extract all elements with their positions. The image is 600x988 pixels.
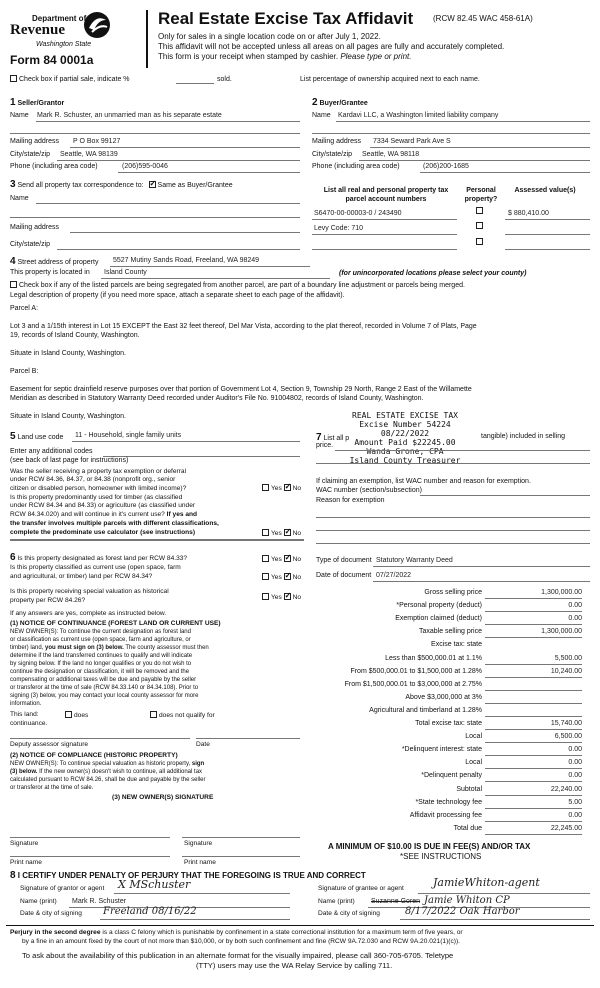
partial-sale-row: Check box if partial sale, indicate % xyxy=(10,75,130,83)
current-use-question-2: and agricultural, or timber) land per RCW 84.34? xyxy=(10,573,153,580)
owner-print-line-1[interactable] xyxy=(10,856,170,857)
buyer-city-field[interactable]: Seattle, WA 98118 xyxy=(362,151,420,158)
reason-line-1[interactable] xyxy=(316,517,590,518)
located-in-label: This property is located in xyxy=(10,269,90,276)
tax-row-value[interactable]: 22,245.00 xyxy=(550,825,582,832)
document-type-field[interactable]: Statutory Warranty Deed xyxy=(376,557,453,564)
tax-row-label: Agricultural and timberland at 1.28% xyxy=(369,707,482,714)
reason-label: Reason for exemption xyxy=(316,497,385,504)
header-note-2: This affidavit will not be accepted unless all areas on all pages are fully and accurately completed. xyxy=(158,42,505,51)
document-date-field[interactable]: 07/27/2022 xyxy=(376,572,412,579)
parcel-row-1 xyxy=(476,207,485,215)
parcel-a-text-2: 19, records of Island County, Washington. xyxy=(10,332,140,339)
deputy-signature-line[interactable] xyxy=(10,738,190,739)
buyer-name-line xyxy=(336,121,590,122)
exemption-no-checkbox[interactable] xyxy=(284,484,291,491)
grantee-date-line xyxy=(400,919,590,920)
forest-yes-no: Yes ✓ No xyxy=(262,555,301,563)
tax-row-line xyxy=(485,781,582,782)
tax-row-value[interactable]: 6,500.00 xyxy=(554,733,582,740)
county-select[interactable]: Island County xyxy=(104,269,147,276)
corr-city-line xyxy=(57,249,300,250)
timber-question-3: RCW 84.34.020) and will continue in it's current use? If yes and xyxy=(10,511,198,518)
historic-no-checkbox[interactable] xyxy=(284,593,291,600)
header-note-1: Only for sales in a single location code on or after July 1, 2022. xyxy=(158,32,381,41)
land-use-row: 5 Land use code xyxy=(10,431,64,442)
grantee-date-label: Date & city of signing xyxy=(318,910,380,917)
assessed-line-3 xyxy=(505,249,590,250)
footer-divider xyxy=(6,925,594,926)
forest-no-checkbox[interactable] xyxy=(284,555,291,562)
segregated-checkbox[interactable] xyxy=(10,281,17,288)
exemption-question-1: Was the seller receiving a property tax exemption or deferral xyxy=(10,468,187,475)
tax-row-value[interactable]: 0.00 xyxy=(568,602,582,609)
does-option: does xyxy=(65,711,88,719)
street-address-row: 4 Street address of property xyxy=(10,256,99,267)
seller-name-line-2 xyxy=(10,133,300,134)
section5-divider xyxy=(10,539,304,541)
buyer-phone-label: Phone (including area code) xyxy=(312,163,400,170)
grantor-date-field[interactable]: Freeland 08/16/22 xyxy=(103,906,197,917)
seller-heading: 1 Seller/Grantor xyxy=(10,97,65,108)
unincorporated-note: (for unincorporated locations please select your county) xyxy=(339,270,527,277)
buyer-name-label: Name xyxy=(312,112,331,119)
buyer-name-field[interactable]: Kardavi LLC, a Washington limited liability company xyxy=(338,112,499,119)
exemption-question-2: under RCW 84.36, 84.37, or 84.38 (nonprofit org., senior xyxy=(10,476,176,483)
perjury-line-1: Perjury in the second degree is a class C felony which is punishable by confinement in a state correctional institution for a maximum term of five years, or xyxy=(10,929,463,936)
buyer-phone-line xyxy=(420,172,590,173)
notice1-line-6: continue the designation or classification, it will be removed and the xyxy=(10,669,190,675)
parcel-line-1 xyxy=(312,219,457,220)
buyer-city-label: City/state/zip xyxy=(312,151,353,158)
grantee-signature[interactable]: JamieWhiton-agent xyxy=(433,876,540,889)
assessed-value-field[interactable]: $ 880,410.00 xyxy=(508,210,549,217)
stamp-line-6: Island County Treasurer xyxy=(349,456,461,465)
tax-row-value[interactable]: 5.00 xyxy=(568,799,582,806)
buyer-heading: 2 Buyer/Grantee xyxy=(312,97,368,108)
page-title: Real Estate Excise Tax Affidavit xyxy=(158,9,414,28)
dept-of-label: Department of xyxy=(32,14,87,23)
notice1-line-1: NEW OWNER(S): To continue the current designation as forest land xyxy=(10,629,191,635)
buyer-mail-field[interactable]: 7334 Seward Park Ave S xyxy=(373,138,451,145)
tax-row-value[interactable]: 0.00 xyxy=(568,759,582,766)
owner-signature-label-1: Signature xyxy=(10,840,39,847)
situate-a: Situate in Island County, Washington. xyxy=(10,350,126,357)
reason-line-2[interactable] xyxy=(316,530,590,531)
minimum-due-note: A MINIMUM OF $10.00 IS DUE IN FEE(S) AND/OR TAX xyxy=(328,842,531,851)
notice1-line-4: determine if the land transferred continues to qualify and will indicate xyxy=(10,653,193,659)
assessed-value-header: Assessed value(s) xyxy=(514,187,576,194)
corr-city-label: City/state/zip xyxy=(10,241,51,248)
corr-name-line-2 xyxy=(10,217,300,218)
grantee-signature-line xyxy=(418,893,590,894)
reason-line-3[interactable] xyxy=(316,543,590,544)
forest-question-1: 6 Is this property designated as forest land per RCW 84.33? xyxy=(10,552,188,563)
parcel-row-2 xyxy=(476,222,485,230)
parcel-table-header: List all real and personal property tax parcel account numbers xyxy=(323,187,449,203)
tax-row-line xyxy=(485,795,582,796)
ownership-note: List percentage of ownership acquired next to each name. xyxy=(300,76,480,83)
tax-row-line xyxy=(485,808,582,809)
personal-property-list-label: 7 List all p xyxy=(316,432,350,443)
legal-description-label: Legal description of property (if you need more space, attach a separate sheet to each page of the affidavit). xyxy=(10,292,345,299)
corr-name-line xyxy=(36,203,300,204)
exemption-question-3: citizen or disabled person, homeowner with limited income)? xyxy=(10,485,187,492)
notice1-line-9: signing (3) below, you may contact your local county assessor for more xyxy=(10,693,199,699)
grantor-name-label: Name (print) xyxy=(20,898,57,905)
alt-format-line-2: (TTY) users may use the WA Relay Service by calling 711. xyxy=(196,961,393,970)
timber-no-checkbox[interactable] xyxy=(284,529,291,536)
tax-row-value[interactable]: 5,500.00 xyxy=(554,655,582,662)
sold-label: sold. xyxy=(217,76,232,83)
stamp-line-2: Excise Number 54224 xyxy=(359,420,451,429)
notice2-line-2: (3) below. If the new owner(s) doesn't wish to continue, all additional tax xyxy=(10,769,203,775)
grantor-signature-line xyxy=(114,893,290,894)
timber-question-5: complete the predominate use calculator (see instructions) xyxy=(10,529,196,536)
historic-question-2: property per RCW 84.26? xyxy=(10,597,86,604)
if-yes-note: If any answers are yes, complete as instructed below. xyxy=(10,610,167,617)
stamp-line-3: 08/22/2022 xyxy=(380,429,430,438)
owner-print-line-2[interactable] xyxy=(182,856,300,857)
timber-yes-no: Yes ✓ No xyxy=(262,529,301,537)
historic-question-1: Is this property receiving special valuation as historical xyxy=(10,588,169,595)
notice1-line-3: timber) land, you must sign on (3) below. The county assessor must then xyxy=(10,645,209,651)
certify-heading: 8 I CERTIFY UNDER PENALTY OF PERJURY THAT THE FOREGOING IS TRUE AND CORRECT xyxy=(10,870,366,881)
tax-row-label: Subtotal xyxy=(456,786,482,793)
grantor-name-field[interactable]: Mark R. Schuster xyxy=(72,898,127,905)
parcel-b-label: Parcel B: xyxy=(10,368,39,375)
perjury-line-2: by a fine in an amount fixed by the court of not more than $10,000, or by both such confinement and fine (RCW 9A.72.030 and RCW 9A.20.021(1)(c)). xyxy=(22,938,460,945)
tax-row-label: Less than $500,000.01 at 1.1% xyxy=(385,655,482,662)
tax-row-line xyxy=(485,690,582,691)
deputy-date-label: Date xyxy=(196,741,210,748)
header-note-3: This form is your receipt when stamped by cashier. Please type or print. xyxy=(158,52,412,61)
grantor-signature-label: Signature of grantor or agent xyxy=(20,885,105,892)
seller-city-line xyxy=(57,160,300,161)
alt-format-line-1: To ask about the availability of this publication in an alternate format for the visually impaired, please call 360-705-6705. Teletype xyxy=(22,951,454,960)
tax-row-value[interactable]: 10,240.00 xyxy=(550,668,582,675)
document-date-label: Date of document xyxy=(316,572,372,579)
exemption-yes-checkbox[interactable] xyxy=(262,484,269,491)
document-type-label: Type of document xyxy=(316,557,372,564)
seller-name-line xyxy=(36,121,300,122)
tax-row-label: From $500,000.01 to $1,500,000 at 1.28% xyxy=(350,668,482,675)
seller-mail-line xyxy=(70,147,300,148)
levy-code-field[interactable]: Levy Code: 710 xyxy=(314,225,364,232)
assessed-line-2 xyxy=(505,234,590,235)
assessed-line-1 xyxy=(505,219,590,220)
document-date-line xyxy=(373,581,590,582)
this-land-label: This land: xyxy=(10,711,39,718)
corr-name-label: Name xyxy=(10,195,29,202)
seller-mail-label: Mailing address xyxy=(10,138,60,145)
tax-row-label: *State technology fee xyxy=(415,799,482,806)
grantee-name-struck: Suzanne Goren xyxy=(371,898,421,905)
notice2-line-4: or transferor at the time of sale. xyxy=(10,785,94,791)
current-use-yes-no: Yes ✓ No xyxy=(262,573,301,581)
tax-row-line xyxy=(485,834,582,835)
parcel-row-3 xyxy=(476,238,485,246)
notice1-line-7: compensating or additional taxes will be due and payable by the seller xyxy=(10,677,197,683)
partial-percent-line[interactable] xyxy=(176,83,214,84)
seller-city-field[interactable]: Seattle, WA 98139 xyxy=(60,151,118,158)
owner-print-label-2: Print name xyxy=(184,859,216,866)
tax-row-label: Total excise tax: state xyxy=(415,720,482,727)
tax-row-value[interactable]: 22,240.00 xyxy=(550,786,582,793)
current-use-yes-checkbox[interactable] xyxy=(262,573,269,580)
tax-row-label: *Delinquent interest: state xyxy=(401,746,482,753)
parcel-b-text-1: Easement for septic drainfield reserve purposes over that portion of Government Lot 4, Section 9, Township 29 North, Range 2 East of the Willamette xyxy=(10,386,472,393)
does-not-option: does not qualify for xyxy=(150,711,215,719)
tax-row-line xyxy=(485,742,582,743)
parcel-line-3 xyxy=(312,249,457,250)
tax-row-value[interactable]: 0.00 xyxy=(568,812,582,819)
document-type-line xyxy=(373,566,590,567)
stamp-line-4: Amount Paid $22245.00 xyxy=(354,438,456,447)
timber-question-2: under RCW 84.34 and 84.33) or agriculture (as classified under xyxy=(10,502,196,509)
county-line xyxy=(101,278,330,279)
see-back-note: (see back of last page for instructions) xyxy=(10,457,129,464)
tax-row-label: *Delinquent penalty xyxy=(421,772,482,779)
seller-name-field[interactable]: Mark R. Schuster, an unmarried man as his separate estate xyxy=(37,112,222,119)
owner-signature-label-2: Signature xyxy=(184,840,213,847)
tax-row-line xyxy=(485,598,582,599)
new-owner-signature-heading: (3) NEW OWNER(S) SIGNATURE xyxy=(112,794,214,801)
personal-property-label-b: tangible) included in selling xyxy=(481,433,566,440)
historic-yes-checkbox[interactable] xyxy=(262,593,269,600)
continuance-label: continuance. xyxy=(10,720,48,727)
tax-row-label: Above $3,000,000 at 3% xyxy=(405,694,482,701)
personal-property-checkbox-2[interactable] xyxy=(476,222,483,229)
header-divider xyxy=(146,10,148,68)
tax-row-value[interactable]: 0.00 xyxy=(568,615,582,622)
same-as-buyer-checkbox[interactable] xyxy=(149,181,156,188)
deputy-date-line[interactable] xyxy=(196,738,300,739)
grantor-date-line xyxy=(100,919,290,920)
stamp-line-1: REAL ESTATE EXCISE TAX xyxy=(352,411,458,420)
excise-stamp xyxy=(330,411,480,465)
tax-row-label: Gross selling price xyxy=(424,589,482,596)
parcel-a-label: Parcel A: xyxy=(10,305,39,312)
personal-property-line-2[interactable] xyxy=(316,463,590,464)
tax-row-line xyxy=(485,716,582,717)
owner-signature-line-1[interactable] xyxy=(10,837,170,838)
buyer-mail-label: Mailing address xyxy=(312,138,362,145)
tax-row-value[interactable]: 1,300,000.00 xyxy=(541,589,582,596)
tax-row-label: *Personal property (deduct) xyxy=(396,602,482,609)
buyer-name-line-2 xyxy=(312,133,590,134)
notice-compliance-heading: (2) NOTICE OF COMPLIANCE (HISTORIC PROPERTY) xyxy=(10,752,178,759)
seller-mail-field[interactable]: P O Box 99127 xyxy=(73,138,121,145)
see-instructions-note: *SEE INSTRUCTIONS xyxy=(400,852,482,861)
corr-mail-line xyxy=(70,232,300,233)
current-use-question-1: Is this property classified as current use (open space, farm xyxy=(10,564,181,571)
situate-b: Situate in Island County, Washington. xyxy=(10,413,126,420)
grantee-name-field[interactable]: Jamie Whiton CP xyxy=(424,895,510,906)
tax-row-label: Taxable selling price xyxy=(418,628,482,635)
tax-row-label: Local xyxy=(465,759,482,766)
tax-row-line xyxy=(485,624,582,625)
grantee-signature-label: Signature of grantee or agent xyxy=(318,885,404,892)
buyer-mail-line xyxy=(370,147,590,148)
segregated-row: Check box if any of the listed parcels are being segregated from another parcel, are part of a boundary line adjustment or parcels being merged. xyxy=(10,281,465,289)
tax-row-line xyxy=(485,768,582,769)
does-not-qualify-checkbox[interactable] xyxy=(150,711,157,718)
tax-row-line xyxy=(485,637,582,638)
tax-row-label: Excise tax: state xyxy=(431,641,482,648)
exemption-yes-no: Yes ✓ No xyxy=(262,484,301,492)
does-qualify-checkbox[interactable] xyxy=(65,711,72,718)
notice1-line-5: by signing below. If the land no longer qualifies or you do not wish to xyxy=(10,661,192,667)
timber-question-4: the transfer involves multiple parcels with different classifications, xyxy=(10,520,219,527)
seller-phone-line xyxy=(118,172,300,173)
tax-row-label: Local xyxy=(465,733,482,740)
wac-line[interactable] xyxy=(420,495,590,496)
corr-mail-label: Mailing address xyxy=(10,224,60,231)
tax-row-value[interactable]: 0.00 xyxy=(568,746,582,753)
seller-phone-field[interactable]: (206)595-0046 xyxy=(122,163,168,170)
owner-signature-line-2[interactable] xyxy=(182,837,300,838)
personal-property-checkbox-1[interactable] xyxy=(476,207,483,214)
notice1-line-10: information. xyxy=(10,701,42,707)
tax-row-line xyxy=(485,664,582,665)
current-use-no-checkbox[interactable] xyxy=(284,573,291,580)
tax-row-label: Total due xyxy=(453,825,482,832)
tax-row-label: Exemption claimed (deduct) xyxy=(395,615,482,622)
parcel-a-text-1: Lot 3 and a 1/15th interest in Lot 15 EXCEPT the East 32 feet thereof, Del Mar Vista, according to the plat thereof, recorded in Volume 7 of Plats, Page xyxy=(10,323,477,330)
tax-row-line xyxy=(485,611,582,612)
tax-row-value[interactable]: 15,740.00 xyxy=(550,720,582,727)
tax-row-label: From $1,500,000.01 to $3,000,000 at 2.75% xyxy=(344,681,482,688)
grantee-date-field[interactable]: 8/17/2022 Oak Harbor xyxy=(405,906,520,917)
wac-label: WAC number (section/subsection) xyxy=(316,487,422,494)
tax-row-line xyxy=(485,703,582,704)
personal-property-checkbox-3[interactable] xyxy=(476,238,483,245)
timber-question-1: Is this property predominantly used for timber (as classified xyxy=(10,494,183,501)
land-use-select[interactable]: 11 - Household, single family units xyxy=(75,432,182,439)
price-label: price. xyxy=(316,442,334,449)
notice1-line-2: or classification as current use (open space, farm and agriculture, or xyxy=(10,637,191,643)
exemption-claim-label: If claiming an exemption, list WAC number and reason for exemption. xyxy=(316,478,531,485)
street-address-field[interactable]: 5527 Mutiny Sands Road, Freeland, WA 98249 xyxy=(113,257,260,264)
forest-yes-checkbox[interactable] xyxy=(262,555,269,562)
tax-row-label: Affidavit processing fee xyxy=(409,812,482,819)
historic-yes-no: Yes ✓ No xyxy=(262,593,301,601)
notice2-line-3: calculated pursuant to RCW 84.26, shall be due and payable by the seller xyxy=(10,777,206,783)
tax-row-line xyxy=(485,821,582,822)
timber-yes-checkbox[interactable] xyxy=(262,529,269,536)
buyer-city-line xyxy=(359,160,590,161)
seller-phone-label: Phone (including area code) xyxy=(10,163,98,170)
rcw-reference: (RCW 82.45 WAC 458-61A) xyxy=(433,14,533,23)
form-number: Form 84 0001a xyxy=(10,53,94,67)
tax-row-value[interactable]: 1,300,000.00 xyxy=(541,628,582,635)
personal-property-line-1[interactable] xyxy=(335,450,590,451)
grantee-name-label: Name (print) xyxy=(318,898,355,905)
partial-sale-checkbox[interactable] xyxy=(10,75,17,82)
tax-row-line xyxy=(485,677,582,678)
buyer-phone-field[interactable]: (206)200-1685 xyxy=(423,163,469,170)
additional-codes-label: Enter any additional codes xyxy=(10,448,93,455)
seller-name-label: Name xyxy=(10,112,29,119)
parcel-number-field[interactable]: S6470-00-00003-0 / 243490 xyxy=(314,210,402,217)
tax-row-line xyxy=(485,729,582,730)
washington-state-label: Washington State xyxy=(36,41,92,48)
land-use-line xyxy=(72,441,300,442)
tax-row-value[interactable]: 0.00 xyxy=(568,772,582,779)
street-line xyxy=(110,266,310,267)
notice1-line-8: or transferor at the time of sale (RCW 84.33.140 or 84.34.108). Prior to xyxy=(10,685,199,691)
correspondence-heading: 3 Send all property tax correspondence to: ✓ Same as Buyer/Grantee xyxy=(10,179,233,190)
grantor-signature[interactable]: X MSchuster xyxy=(118,878,191,891)
stamp-line-5: Wanda Grone, CPA xyxy=(366,447,444,456)
grantor-date-label: Date & city of signing xyxy=(20,910,82,917)
revenue-logo-text: Revenue xyxy=(10,22,65,38)
additional-codes-line[interactable] xyxy=(103,456,300,457)
seller-city-label: City/state/zip xyxy=(10,151,51,158)
deputy-signature-label: Deputy assessor signature xyxy=(10,741,89,748)
parcel-b-text-2: Meridian as described in Statutory Warranty Deed recorded under Auditor's File No. 91004802, records of Island County, Washington. xyxy=(10,395,424,402)
revenue-logo-icon xyxy=(82,10,112,42)
notice2-line-1: NEW OWNER(S): To continue special valuation as historic property, sign xyxy=(10,761,205,767)
personal-property-header: Personal property? xyxy=(464,187,498,203)
notice-continuance-heading: (1) NOTICE OF CONTINUANCE (FOREST LAND OR CURRENT USE) xyxy=(10,620,221,627)
parcel-line-2 xyxy=(312,234,457,235)
owner-print-label-1: Print name xyxy=(10,859,42,866)
tax-row-line xyxy=(485,755,582,756)
